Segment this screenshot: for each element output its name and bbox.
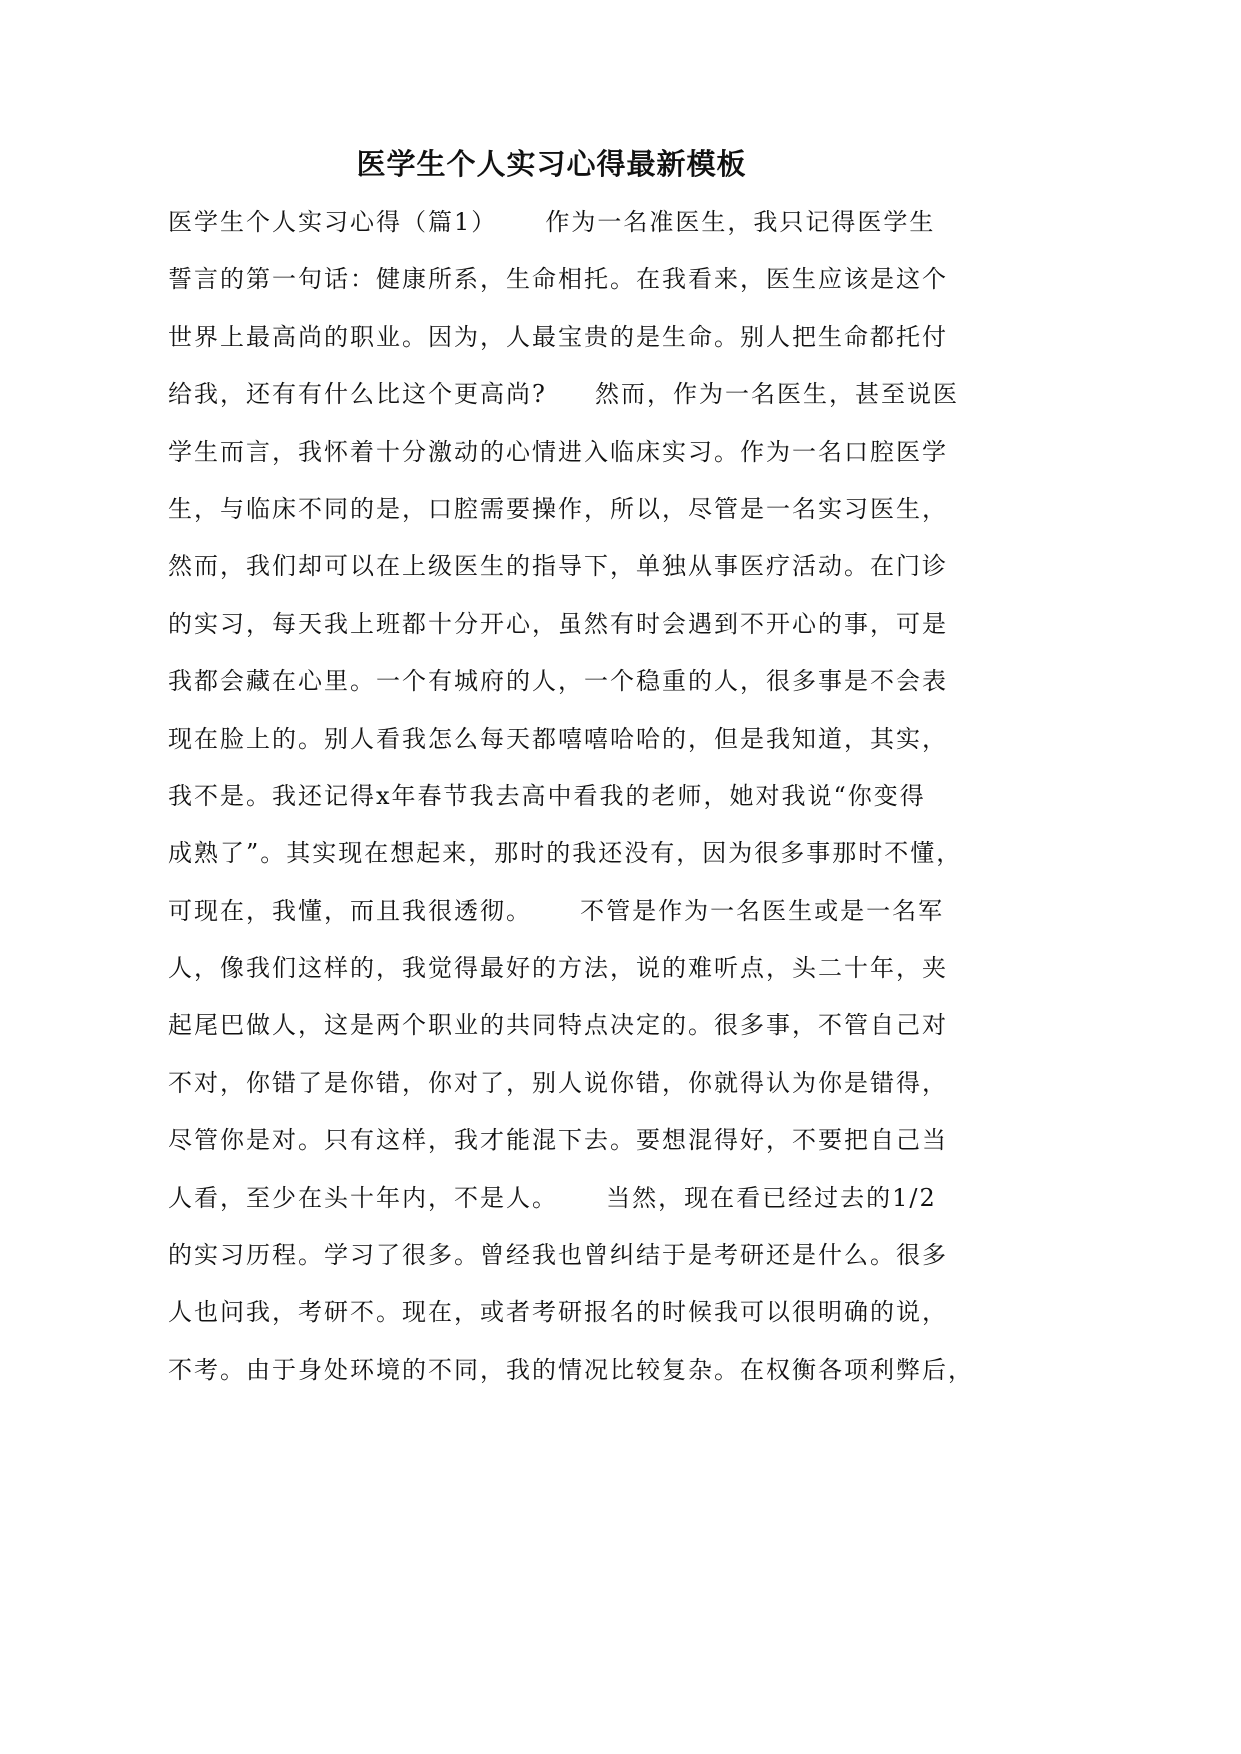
body-text-line: 的实习历程。学习了很多。曾经我也曾纠结于是考研还是什么。很多 xyxy=(168,1241,948,1270)
body-text-line: 生，与临床不同的是，口腔需要操作，所以，尽管是一名实习医生， xyxy=(168,494,948,523)
body-text-line: 然而，我们却可以在上级医生的指导下，单独从事医疗活动。在门诊 xyxy=(168,552,948,581)
document-body xyxy=(168,198,974,1403)
body-text-line: 起尾巴做人，这是两个职业的共同特点决定的。很多事，不管自己对 xyxy=(168,1011,948,1040)
body-text-line: 不考。由于身处环境的不同，我的情况比较复杂。在权衡各项利弊后， xyxy=(168,1355,974,1384)
body-text-line: 学生而言，我怀着十分激动的心情进入临床实习。作为一名口腔医学 xyxy=(168,437,948,466)
body-text-line: 尽管你是对。只有这样，我才能混下去。要想混得好，不要把自己当 xyxy=(168,1126,948,1155)
document-title: 医学生个人实习心得最新模板 xyxy=(356,147,747,181)
body-text-line: 现在脸上的。别人看我怎么每天都嘻嘻哈哈的，但是我知道，其实， xyxy=(168,724,948,753)
body-text-line: 我不是。我还记得x年春节我去高中看我的老师，她对我说“你变得 xyxy=(168,781,926,810)
body-text-line: 成熟了”。其实现在想起来，那时的我还没有，因为很多事那时不懂， xyxy=(168,839,963,868)
body-text-line: 人看，至少在头十年内，不是人。 当然，现在看已经过去的1/2 xyxy=(168,1183,937,1212)
body-text-line: 人也问我，考研不。现在，或者考研报名的时候我可以很明确的说， xyxy=(168,1298,948,1327)
body-text-line: 的实习，每天我上班都十分开心，虽然有时会遇到不开心的事，可是 xyxy=(168,609,948,638)
body-text-line: 可现在，我懂，而且我很透彻。 不管是作为一名医生或是一名军 xyxy=(168,896,945,925)
body-text-line: 世界上最高尚的职业。因为，人最宝贵的是生命。别人把生命都托付 xyxy=(168,322,948,351)
body-text-line: 誓言的第一句话：健康所系，生命相托。在我看来，医生应该是这个 xyxy=(168,265,948,294)
body-text-line: 医学生个人实习心得（篇1） 作为一名准医生，我只记得医学生 xyxy=(168,208,936,236)
body-text-line: 我都会藏在心里。一个有城府的人，一个稳重的人，很多事是不会表 xyxy=(168,667,948,696)
body-text-line: 给我，还有有什么比这个更高尚? 然而，作为一名医生，甚至说医 xyxy=(168,380,960,409)
body-text-line: 不对，你错了是你错，你对了，别人说你错，你就得认为你是错得， xyxy=(168,1068,948,1097)
body-text-line: 人，像我们这样的，我觉得最好的方法，说的难听点，头二十年，夹 xyxy=(168,954,948,983)
